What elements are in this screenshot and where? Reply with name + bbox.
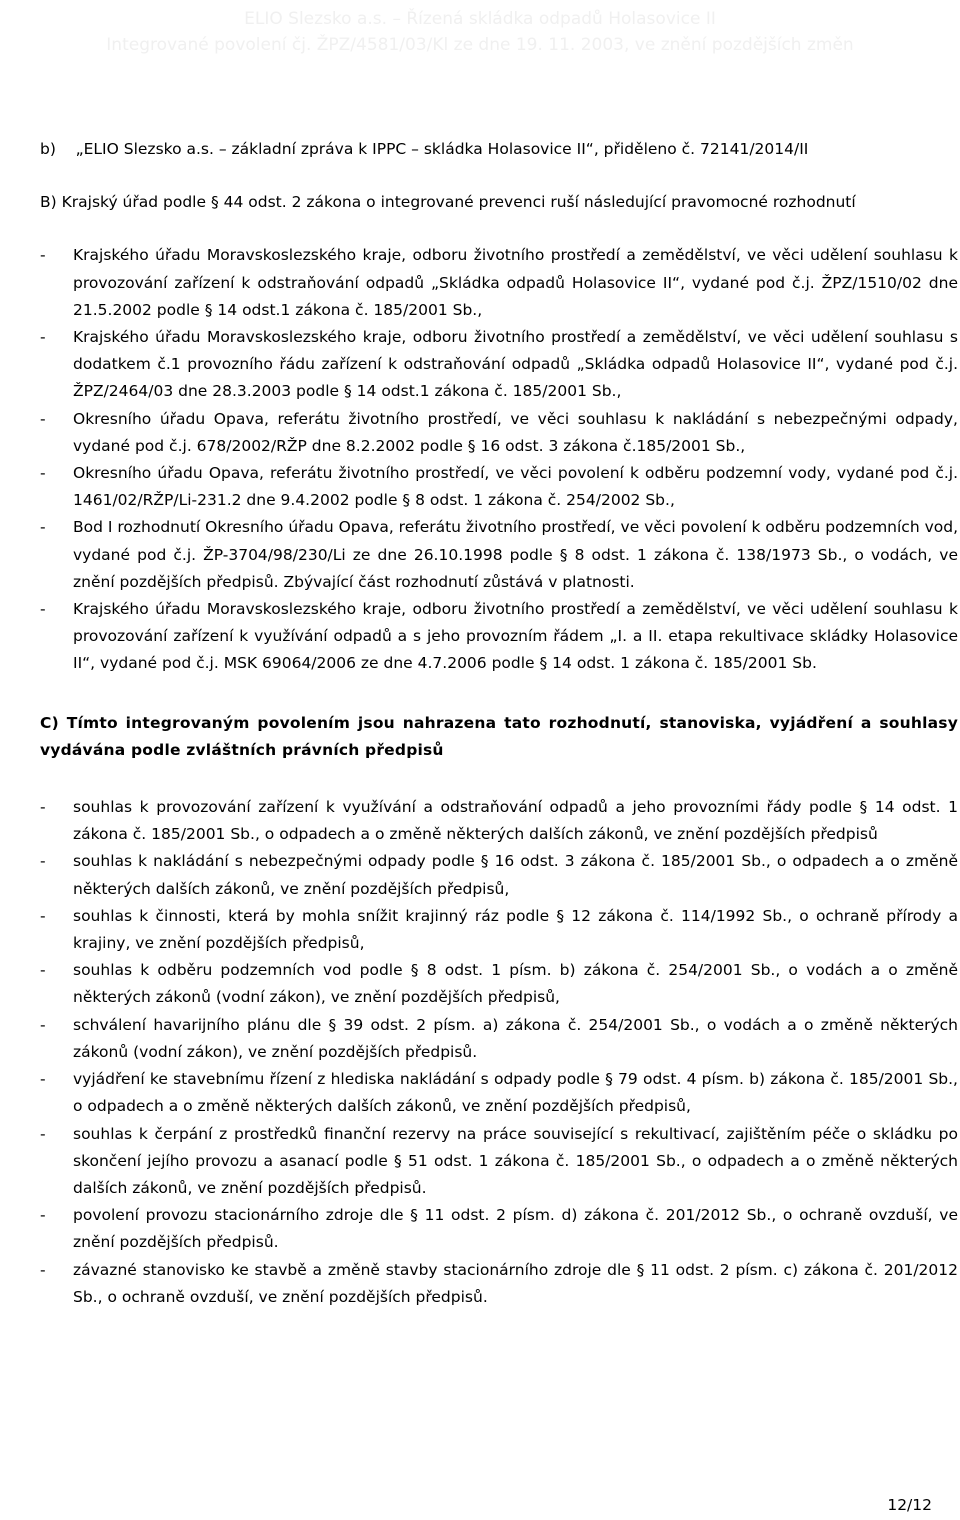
list-dash: - <box>40 246 46 265</box>
list-item-text: Okresního úřadu Opava, referátu životního prostředí, ve věci souhlasu k nakládání s nebezpečnými odpady, vydané pod č.j. 678/2002/RŽP dne 8.2.2002 podle § 16 odst. 3 zákona č.185/2001 Sb., <box>73 409 958 455</box>
list-item <box>40 460 958 514</box>
list-dash: - <box>40 852 46 871</box>
document-body <box>40 136 958 1311</box>
list-dash: - <box>40 409 46 428</box>
list-dash: - <box>40 464 46 483</box>
list-dash: - <box>40 1260 46 1279</box>
list-item-text: závazné stanovisko ke stavbě a změně stavby stacionárního zdroje dle § 11 odst. 2 písm. c) zákona č. 201/2012 Sb., o ochraně ovzduší, ve znění pozdějších předpisů. <box>73 1260 958 1306</box>
list-item-text: souhlas k činnosti, která by mohla snížit krajinný ráz podle § 12 zákona č. 114/1992 Sb., o ochraně přírody a krajiny, ve znění pozdějších předpisů, <box>73 906 958 953</box>
list-dash: - <box>40 1015 46 1034</box>
list-item <box>40 242 958 324</box>
list-item-text: vyjádření ke stavebnímu řízení z hlediska nakládání s odpady podle § 79 odst. 4 písm. b) zákona č. 185/2001 Sb., o odpadech a o změně některých dalších zákonů, ve znění pozdějších předpisů, <box>73 1070 958 1116</box>
list-item-text: souhlas k provozování zařízení k využívání a odstraňování odpadů a jeho provozními řády podle § 14 odst. 1 zákona č. 185/2001 Sb., o odpadech a o změně některých dalších zákonů, ve znění pozdějších předpisů <box>73 798 958 844</box>
page-number: 12/12 <box>887 1496 932 1514</box>
list-item <box>40 596 958 678</box>
list-item <box>40 1066 958 1120</box>
list-item <box>40 1257 958 1311</box>
list-item <box>40 957 958 1011</box>
list-item <box>40 1202 958 1256</box>
list-dash: - <box>40 798 46 817</box>
item-b: b) „ELIO Slezsko a.s. – základní zpráva k IPPC – skládka Holasovice II“, přiděleno č. 72141/2014/II <box>40 140 809 158</box>
list-item-text: Krajského úřadu Moravskoslezského kraje, odboru životního prostředí a zemědělství, ve věci udělení souhlasu k provozování zařízení k odstraňování odpadů „Skládka odpadů Holasovice II“, vydané pod č.j. ŽPZ/1510/02 dne 21.5.2002 podle § 14 odst.1 zákona č. 185/2001 Sb., <box>73 246 958 319</box>
list-item <box>40 406 958 460</box>
document-header <box>0 6 960 58</box>
list-item-text: Krajského úřadu Moravskoslezského kraje, odboru životního prostředí a zemědělství, ve věci udělení souhlasu k provozování zařízení k využívání odpadů a s jeho provozním řádem „I. a II. etapa rekultivace skládky Holasovice II“, vydané pod č.j. MSK 69064/2006 ze dne 4.7.2006 podle § 14 odst. 1 zákona č. 185/2001 Sb. <box>73 600 958 673</box>
list-item-text: souhlas k nakládání s nebezpečnými odpady podle § 16 odst. 3 zákona č. 185/2001 Sb., o odpadech a o změně některých dalších zákonů, ve znění pozdějších předpisů, <box>73 852 958 898</box>
list-item <box>40 1121 958 1203</box>
list-item-text: povolení provozu stacionárního zdroje dle § 11 odst. 2 písm. d) zákona č. 201/2012 Sb., o ochraně ovzduší, ve znění pozdějších předpisů. <box>73 1206 958 1252</box>
list-dash: - <box>40 906 46 925</box>
section-b-list <box>40 242 958 677</box>
header-line-1: ELIO Slezsko a.s. – Řízená skládka odpadů Holasovice II <box>244 9 716 29</box>
list-dash: - <box>40 1070 46 1089</box>
list-dash: - <box>40 961 46 980</box>
list-item-text: Bod I rozhodnutí Okresního úřadu Opava, referátu životního prostředí, ve věci povolení k odběru podzemních vod, vydané pod č.j. ŽP-3704/98/230/Li ze dne 26.10.1998 podle § 8 odst. 1 zákona č. 138/1973 Sb., o vodách, ve znění pozdějších předpisů. Zbývající část rozhodnutí zůstává v platnosti. <box>73 518 958 591</box>
list-dash: - <box>40 1124 46 1143</box>
section-c-list <box>40 794 958 1311</box>
list-item-text: souhlas k odběru podzemních vod podle § 8 odst. 1 písm. b) zákona č. 254/2001 Sb., o vodách a o změně některých zákonů (vodní zákon), ve znění pozdějších předpisů, <box>73 961 958 1007</box>
list-dash: - <box>40 600 46 619</box>
list-item <box>40 848 958 902</box>
list-item-text: Okresního úřadu Opava, referátu životního prostředí, ve věci povolení k odběru podzemní vody, vydané pod č.j. 1461/02/RŽP/Li-231.2 dne 9.4.2002 podle § 8 odst. 1 zákona č. 254/2002 Sb., <box>73 464 958 510</box>
list-dash: - <box>40 518 46 537</box>
list-item <box>40 514 958 596</box>
list-item <box>40 324 958 406</box>
header-line-2: Integrované povolení čj. ŽPZ/4581/03/Kl ze dne 19. 11. 2003, ve znění pozdějších změn <box>106 35 854 55</box>
list-item-text: Krajského úřadu Moravskoslezského kraje, odboru životního prostředí a zemědělství, ve věci udělení souhlasu s dodatkem č.1 provozního řádu zařízení k odstraňování odpadů „Skládka odpadů Holasovice II“, vydané pod č.j. ŽPZ/2464/03 dne 28.3.2003 podle § 14 odst.1 zákona č. 185/2001 Sb., <box>73 328 958 401</box>
list-item <box>40 794 958 848</box>
list-dash: - <box>40 1206 46 1225</box>
list-item <box>40 903 958 957</box>
list-dash: - <box>40 328 46 347</box>
section-b-heading: B) Krajský úřad podle § 44 odst. 2 zákona o integrované prevenci ruší následující pravomocné rozhodnutí <box>40 193 856 212</box>
list-item <box>40 1012 958 1066</box>
section-c-heading: C) Tímto integrovaným povolením jsou nahrazena tato rozhodnutí, stanoviska, vyjádření a souhlasy vydávána podle zvláštních právních předpisů <box>40 713 958 759</box>
list-item-text: schválení havarijního plánu dle § 39 odst. 2 písm. a) zákona č. 254/2001 Sb., o vodách a o změně některých zákonů (vodní zákon), ve znění pozdějších předpisů. <box>73 1015 958 1061</box>
list-item-text: souhlas k čerpání z prostředků finanční rezervy na práce související s rekultivací, zajištěním péče o skládku po skončení jejího provozu a asanací podle § 51 odst. 1 zákona č. 185/2001 Sb., o odpadech a o změně některých dalších zákonů, ve znění pozdějších předpisů. <box>73 1124 958 1197</box>
